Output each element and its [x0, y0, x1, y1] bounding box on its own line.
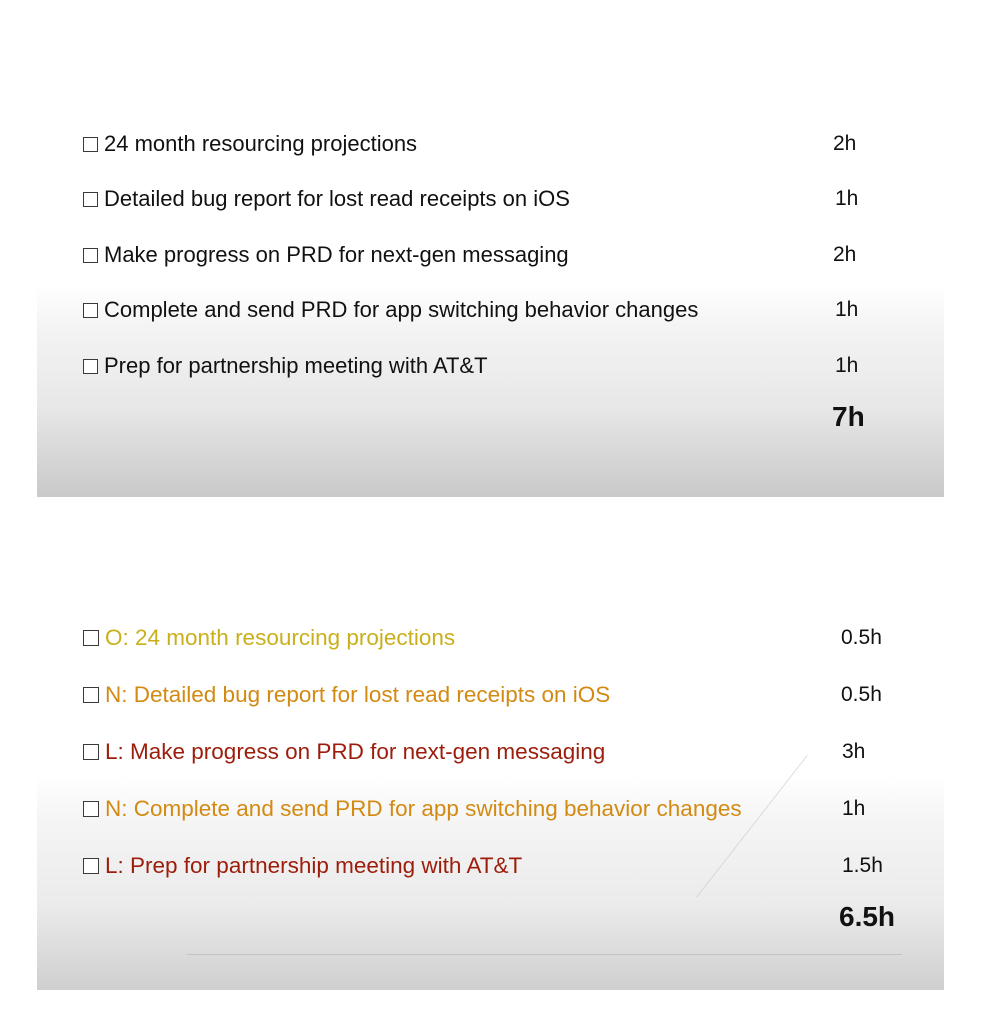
task-checkbox[interactable]	[83, 801, 99, 817]
task-hours: 1h	[835, 298, 859, 321]
task-label: Make progress on PRD for next-gen messaging	[104, 242, 569, 267]
task-hours: 1.5h	[842, 854, 883, 877]
task-row	[83, 129, 417, 159]
task-row	[83, 623, 455, 653]
divider	[187, 954, 902, 955]
task-checkbox[interactable]	[83, 192, 98, 207]
task-hours: 1h	[835, 187, 859, 210]
total-hours: 7h	[832, 401, 865, 432]
task-checkbox[interactable]	[83, 630, 99, 646]
task-label: 24 month resourcing projections	[104, 131, 418, 156]
total-hours: 6.5h	[839, 901, 896, 932]
task-hours: 0.5h	[841, 683, 882, 706]
task-label: L: Prep for partnership meeting with AT&T	[105, 853, 523, 878]
task-row	[83, 737, 605, 767]
task-label: O: 24 month resourcing projections	[105, 625, 456, 650]
task-hours: 1h	[842, 797, 866, 820]
task-checkbox[interactable]	[83, 303, 98, 318]
task-hours: 0.5h	[841, 626, 882, 649]
task-hours: 2h	[833, 243, 857, 266]
task-label: N: Complete and send PRD for app switching behavior changes	[105, 796, 742, 821]
task-row	[83, 295, 698, 325]
task-hours: 2h	[833, 132, 857, 155]
task-list-panel-after	[37, 605, 944, 990]
task-checkbox[interactable]	[83, 687, 99, 703]
task-label: Prep for partnership meeting with AT&T	[104, 353, 488, 378]
decorative-line	[696, 755, 808, 897]
task-hours: 1h	[835, 354, 859, 377]
task-row	[83, 351, 488, 381]
task-checkbox[interactable]	[83, 744, 99, 760]
task-row	[83, 184, 570, 214]
task-checkbox[interactable]	[83, 858, 99, 874]
task-checkbox[interactable]	[83, 248, 98, 263]
task-label: N: Detailed bug report for lost read receipts on iOS	[105, 682, 611, 707]
task-row	[83, 240, 569, 270]
task-label: L: Make progress on PRD for next-gen messaging	[105, 739, 606, 764]
task-label: Complete and send PRD for app switching behavior changes	[104, 297, 699, 322]
task-hours: 3h	[842, 740, 866, 763]
task-list-panel-before	[37, 115, 944, 497]
task-checkbox[interactable]	[83, 137, 98, 152]
task-row	[83, 794, 742, 824]
task-label: Detailed bug report for lost read receipts on iOS	[104, 186, 570, 211]
task-checkbox[interactable]	[83, 359, 98, 374]
task-row	[83, 851, 522, 881]
task-row	[83, 680, 610, 710]
